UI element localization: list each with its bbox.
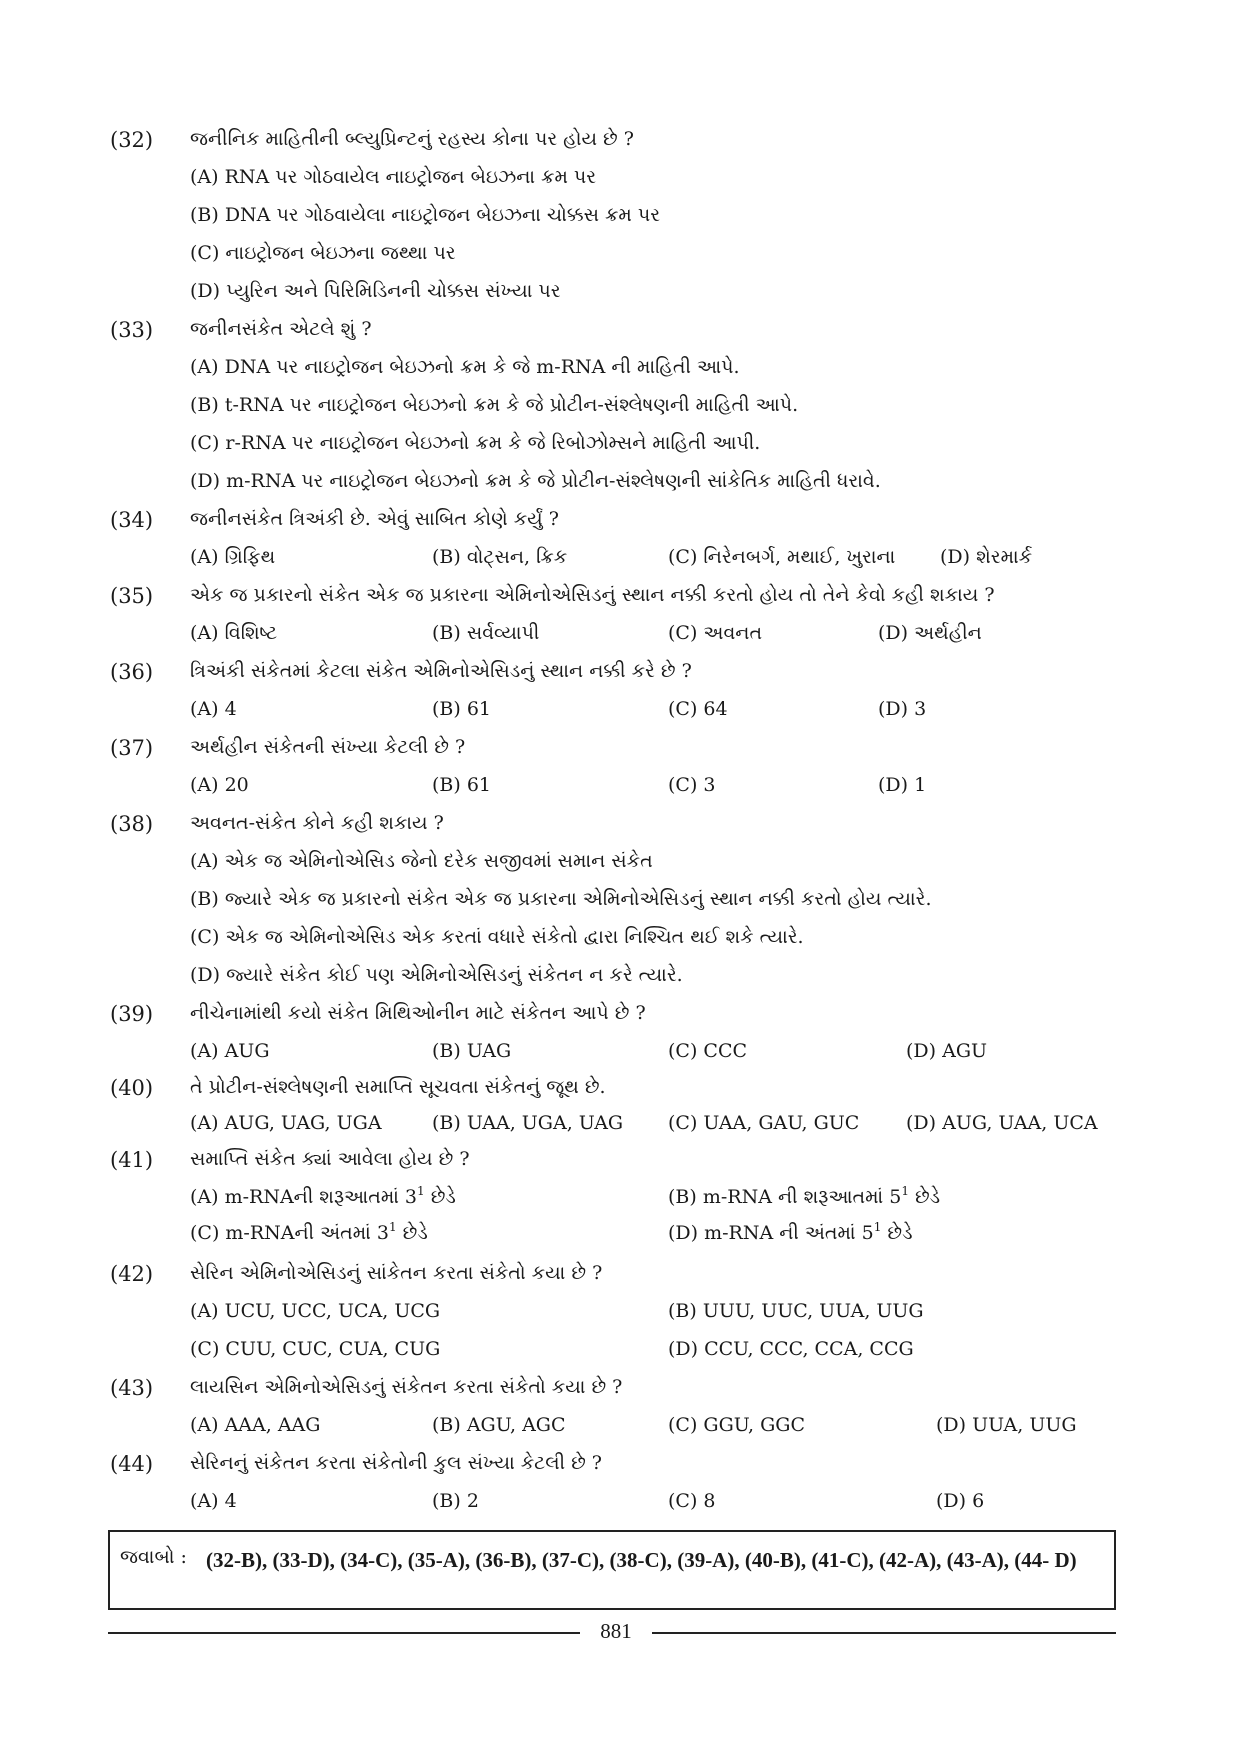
option-b: (B) UAG — [432, 1040, 512, 1062]
option-c: (C) નિરેનબર્ગ, મથાઈ, ખુરાના — [668, 546, 896, 568]
option-a: (A) AAA, AAG — [190, 1414, 321, 1436]
question-number: (43) — [110, 1376, 154, 1400]
option-d: (D) 3 — [878, 698, 927, 720]
question-text: જનીનિક માહિતીની બ્લ્યુપ્રિન્ટનું રહસ્ય કોના પર હોય છે ? — [190, 128, 634, 150]
option-d: (D) m-RNA પર નાઇટ્રોજન બેઇઝનો ક્રમ કે જે પ્રોટીન-સંશ્લેષણની સાંકેતિક માહિતી ધરાવે. — [190, 470, 881, 492]
question-text: અર્થહીન સંકેતની સંખ્યા કેટલી છે ? — [190, 736, 466, 758]
option-a: (A) એક જ એમિનોએસિડ જેનો દરેક સજીવમાં સમાન સંકેત — [190, 850, 653, 872]
option-b: (B) જ્યારે એક જ પ્રકારનો સંકેત એક જ પ્રકારના એમિનોએસિડનું સ્થાન નક્કી કરતો હોય ત્યારે. — [190, 888, 932, 910]
question-text: એક જ પ્રકારનો સંકેત એક જ પ્રકારના એમિનોએસિડનું સ્થાન નક્કી કરતો હોય તો તેને કેવો કહી શકાય ? — [190, 584, 995, 606]
option-c: (C) 3 — [668, 774, 716, 796]
option-d: (D) જ્યારે સંકેત કોઈ પણ એમિનોએસિડનું સંકેતન ન કરે ત્યારે. — [190, 964, 683, 986]
option-a: (A) DNA પર નાઇટ્રોજન બેઇઝનો ક્રમ કે જે m-RNA ની માહિતી આપે. — [190, 356, 740, 378]
option-c: (C) GGU, GGC — [668, 1414, 805, 1436]
option-b: (B) UAA, UGA, UAG — [432, 1112, 624, 1134]
question-number: (36) — [110, 660, 154, 684]
question-text: લાયસિન એમિનોએસિડનું સંકેતન કરતા સંકેતો કયા છે ? — [190, 1376, 623, 1398]
option-d: (D) AUG, UAA, UCA — [906, 1112, 1098, 1134]
option-a: (A) m-RNAની શરૂઆતમાં $3^1$ છેડે — [190, 1184, 456, 1208]
footer-rule-left — [108, 1632, 580, 1634]
option-d: (D) m-RNA ની અંતમાં $5^1$ છેડે — [668, 1220, 913, 1244]
answer-key-label: જવાબો : — [120, 1546, 187, 1568]
option-c: (C) r-RNA પર નાઇટ્રોજન બેઇઝનો ક્રમ કે જે રિબોઝોમ્સને માહિતી આપી. — [190, 432, 761, 454]
question-text: નીચેનામાંથી કયો સંકેત મિથિઓનીન માટે સંકેતન આપે છે ? — [190, 1002, 646, 1024]
option-a: (A) AUG — [190, 1040, 270, 1062]
option-d: (D) પ્યુરિન અને પિરિમિડિનની ચોક્કસ સંખ્યા પર — [190, 280, 561, 302]
option-b: (B) m-RNA ની શરૂઆતમાં $5^1$ છેડે — [668, 1184, 941, 1208]
option-c: (C) અવનત — [668, 622, 763, 644]
question-text: અવનત-સંકેત કોને કહી શકાય ? — [190, 812, 444, 834]
option-d: (D) CCU, CCC, CCA, CCG — [668, 1338, 914, 1360]
page-number: 881 — [600, 1619, 632, 1643]
option-a: (A) 20 — [190, 774, 249, 796]
option-b: (B) AGU, AGC — [432, 1414, 566, 1436]
option-c: (C) m-RNAની અંતમાં $3^1$ છેડે — [190, 1220, 428, 1244]
question-number: (39) — [110, 1002, 154, 1026]
option-b: (B) 61 — [432, 698, 492, 720]
question-text: સમાપ્તિ સંકેત ક્યાં આવેલા હોય છે ? — [190, 1148, 470, 1170]
option-d: (D) 1 — [878, 774, 927, 796]
option-a: (A) AUG, UAG, UGA — [190, 1112, 382, 1134]
option-a: (A) RNA પર ગોઠવાયેલ નાઇટ્રોજન બેઇઝના ક્રમ પર — [190, 166, 597, 188]
question-number: (35) — [110, 584, 154, 608]
option-c: (C) 8 — [668, 1490, 716, 1512]
option-c: (C) CUU, CUC, CUA, CUG — [190, 1338, 441, 1360]
question-number: (33) — [110, 318, 154, 342]
question-number: (44) — [110, 1452, 154, 1476]
option-a: (A) વિશિષ્ટ — [190, 622, 278, 644]
option-b: (B) DNA પર ગોઠવાયેલા નાઇટ્રોજન બેઇઝના ચોક્કસ ક્રમ પર — [190, 204, 661, 226]
option-a: (A) 4 — [190, 698, 237, 720]
answer-key-text: (32-B), (33-D), (34-C), (35-A), (36-B), (37-C), (38-C), (39-A), (40-B), (41-C), (42-A), (43-A), (44- D) — [206, 1548, 1077, 1572]
option-c: (C) UAA, GAU, GUC — [668, 1112, 860, 1134]
option-c: (C) નાઇટ્રોજન બેઇઝના જથ્થા પર — [190, 242, 456, 264]
question-number: (34) — [110, 508, 154, 532]
option-b: (B) સર્વવ્યાપી — [432, 622, 540, 644]
option-d: (D) અર્થહીન — [878, 622, 982, 644]
question-text: તે પ્રોટીન-સંશ્લેષણની સમાપ્તિ સૂચવતા સંકેતનું જૂથ છે. — [190, 1076, 606, 1098]
footer-rule-right — [652, 1632, 1116, 1634]
question-number: (42) — [110, 1262, 154, 1286]
question-number: (37) — [110, 736, 154, 760]
option-a: (A) UCU, UCC, UCA, UCG — [190, 1300, 441, 1322]
option-c: (C) એક જ એમિનોએસિડ એક કરતાં વધારે સંકેતો દ્વારા નિશ્ચિત થઈ શકે ત્યારે. — [190, 926, 804, 948]
question-number: (32) — [110, 128, 154, 152]
option-c: (C) CCC — [668, 1040, 748, 1062]
option-a: (A) 4 — [190, 1490, 237, 1512]
question-number: (38) — [110, 812, 154, 836]
question-text: સેરિન એમિનોએસિડનું સાંકેતન કરતા સંકેતો કયા છે ? — [190, 1262, 603, 1284]
option-c: (C) 64 — [668, 698, 728, 720]
question-number: (41) — [110, 1148, 154, 1172]
answer-key-box — [108, 1530, 1116, 1610]
option-d: (D) 6 — [936, 1490, 985, 1512]
option-b: (B) 2 — [432, 1490, 479, 1512]
option-b: (B) 61 — [432, 774, 492, 796]
question-text: જનીનસંકેત ત્રિઅંકી છે. એવું સાબિત કોણે કર્યું ? — [190, 508, 559, 530]
option-d: (D) શેરમાર્ક — [940, 546, 1033, 568]
option-d: (D) AGU — [906, 1040, 988, 1062]
option-b: (B) UUU, UUC, UUA, UUG — [668, 1300, 924, 1322]
option-b: (B) વોટ્સન, ક્રિક — [432, 546, 568, 568]
question-text: ત્રિઅંકી સંકેતમાં કેટલા સંકેત એમિનોએસિડનું સ્થાન નક્કી કરે છે ? — [190, 660, 692, 682]
question-number: (40) — [110, 1076, 154, 1100]
question-text: સેરિનનું સંકેતન કરતા સંકેતોની કુલ સંખ્યા કેટલી છે ? — [190, 1452, 602, 1474]
question-text: જનીનસંકેત એટલે શું ? — [190, 318, 372, 340]
option-a: (A) ગ્રિફિથ — [190, 546, 276, 568]
option-d: (D) UUA, UUG — [936, 1414, 1077, 1436]
option-b: (B) t-RNA પર નાઇટ્રોજન બેઇઝનો ક્રમ કે જે પ્રોટીન-સંશ્લેષણની માહિતી આપે. — [190, 394, 799, 416]
